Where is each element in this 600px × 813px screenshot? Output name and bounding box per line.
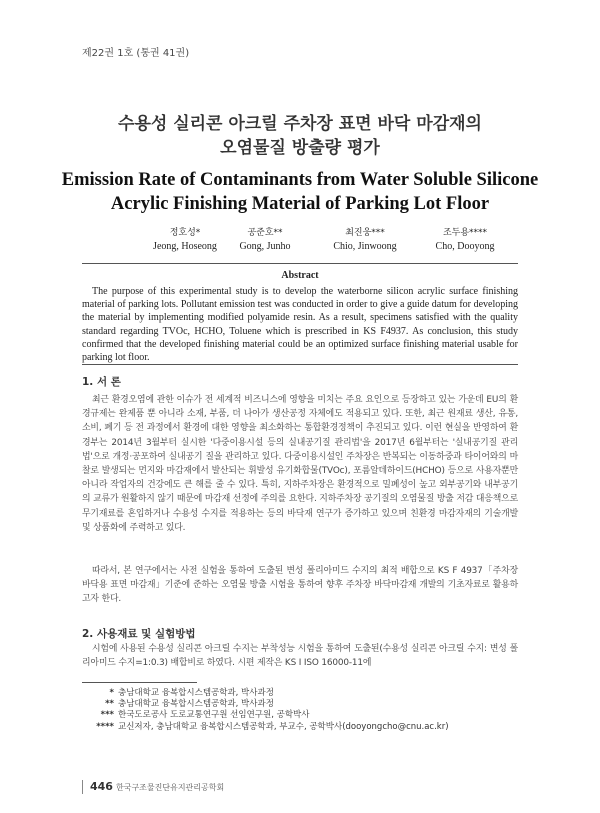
body-paragraph: 최근 환경오염에 관한 이슈가 전 세계적 비즈니스에 영향을 미치는 주요 요인으로 등장하고 있는 가운데 EU의 환경규제는 완제품 뿐 아니라 소재, 부품, 더 나아가 생산공정 자체에도 적용되고 있다. 또한, 최근 원재료 생산, 유통, 소비, 폐기 등 전 과정에서 환경에 대한 영향을 최소화하는 통합환경정책이 추진되고 있다. 이런 현실을 반영하여 환경부는 2014년 3월부터 실시한 '다중이용시설 등의 실내공기질 관리법'을 2017년 6월부터는 '실내공기질 관리법'으로 개정·공포하여 실내공기 질을 관리하고 있다. 다중이용시설인 주차장은 반복되는 이동하중과 타이어와의 마찰로 발생되는 먼지와 마감재에서 발산되는 휘발성 유기화합물(TVOc), 포름알데하이드(HCHO) 등으로 사용자뿐만 아니라 작업자의 건강에도 큰 해를 줄 수 있다. 특히, 지하주차장은 환경적으로 밀폐성이 높고 외부공기와 내부공기의 교류가 원활하지 않기 때문에 마감재 선정에 주의를 요한다. 지하주차장 공기질의 오염물질 방출 저감 대응책으로 무기재료를 혼입하거나 수용성 수지를 적용하는 등의 바닥재 연구가 증가하고 있으며 친환경 마감자재의 기술개발 및 상품화에 주력하고 있다. — [82, 395, 518, 533]
footnote — [82, 722, 518, 733]
footnote-mark: ** — [105, 699, 114, 710]
author-name-english: Gong, Junho — [239, 241, 291, 252]
footnote-text: 한국도로공사 도로교통연구원 선임연구원, 공학박사 — [118, 710, 310, 721]
footnote-divider — [82, 682, 197, 683]
author-name-english: Chio, Jinwoong — [333, 241, 397, 252]
page-number: 446 — [90, 780, 113, 793]
footer-divider-bar — [82, 780, 83, 794]
footnote-text: 충남대학교 융복합시스템공학과, 박사과정 — [118, 688, 274, 698]
footnote-mark: **** — [96, 721, 114, 732]
author-name-korean: 공준호** — [247, 228, 283, 238]
journal-name: 한국구조물진단유지관리공학회 — [116, 783, 225, 792]
author-name-korean: 최진웅*** — [345, 228, 385, 238]
footnote-mark: * — [109, 688, 114, 698]
author-name-korean: 정호성* — [169, 228, 201, 238]
issue-info: 제22권 1호 (통권 41권) — [82, 48, 190, 59]
footnote — [82, 710, 518, 721]
footnote-mark: *** — [100, 710, 114, 721]
abstract-heading: Abstract — [281, 270, 319, 281]
title-korean-line-2: 오염물질 방출량 평가 — [220, 138, 380, 158]
footnote — [82, 688, 518, 699]
title-korean-line-1: 수용성 실리콘 아크릴 주차장 표면 바닥 마감재의 — [118, 114, 482, 134]
footnote — [82, 699, 518, 710]
body-paragraph: 시험에 사용된 수용성 실리콘 아크릴 수지는 부착성능 시험을 통하여 도출된(수용성 실리콘 아크릴 수지: 변성 폴리아미드 수지=1:0.3) 배합비로 하였다. 시편 제작은 KS I ISO 16000-11에 — [82, 644, 518, 669]
body-paragraph: 따라서, 본 연구에서는 사전 실험을 통하여 도출된 변성 폴리아미드 수지의 최적 배합으로 KS F 4937「주차장 바닥용 표면 마감재」기준에 준하는 오염물 방출 시험을 통하여 향후 주차장 바닥마감재 개발의 기초자료로 활용하고자 한다. — [82, 566, 518, 605]
author-name-korean: 조두용**** — [442, 228, 488, 238]
abstract-text: The purpose of this experimental study is to develop the waterborne silicon acrylic surface finishing material of parking lots. Pollutant emission test was conducted in order to give a guide datum for developing the material by implementing modified polyamide resin. As a result, specimens satisfied with the quality standard regarding TVOc, HCHO, Toluene which is prescribed in KS F4937. As conclusion, this study confirmed that the developed finishing material could be an optimized surface finishing material usable for parking lot floor. — [82, 286, 518, 364]
author-name-english: Jeong, Hoseong — [153, 241, 217, 252]
abstract-top-divider — [82, 263, 518, 264]
footnote-text: 충남대학교 융복합시스템공학과, 박사과정 — [118, 699, 274, 710]
title-english-line-1: Emission Rate of Contaminants from Water Soluble Silicone — [61, 170, 539, 190]
author — [210, 226, 320, 254]
author-name-english: Cho, Dooyong — [435, 241, 495, 252]
title-english-line-2: Acrylic Finishing Material of Parking Lot Floor — [110, 194, 490, 214]
author — [410, 226, 520, 254]
section-heading-introduction: 1. 서 론 — [82, 376, 121, 388]
author — [310, 226, 420, 254]
section-heading-materials-methods: 2. 사용재료 및 실험방법 — [82, 628, 196, 640]
footnote-list — [82, 688, 518, 733]
abstract-bottom-divider — [82, 364, 518, 365]
footnote-text: 교신저자, 충남대학교 융복합시스템공학과, 부교수, 공학박사(dooyongcho@cnu.ac.kr) — [118, 721, 449, 732]
